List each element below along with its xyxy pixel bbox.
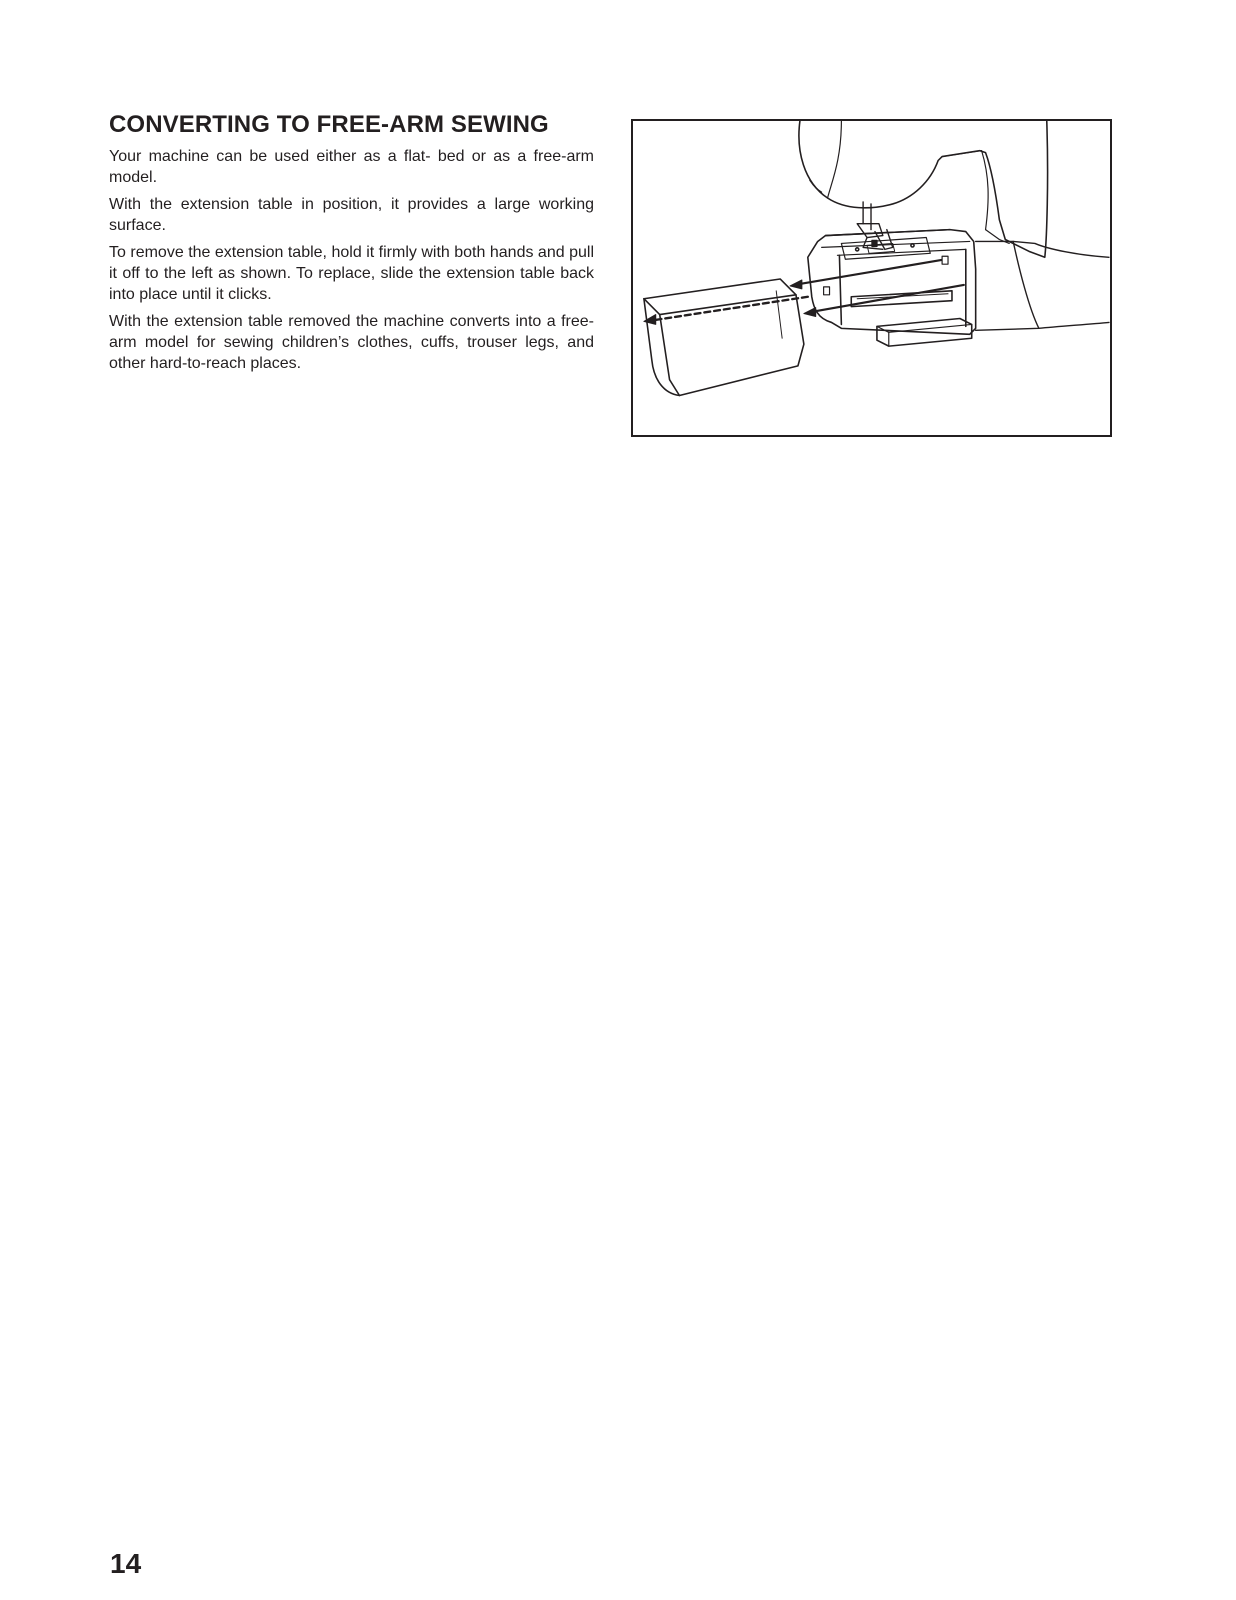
figure-illustration [631,119,1112,437]
paragraph-extension-table: With the extension table in position, it provides a large working surface. [109,196,594,234]
paragraph-remove-table: To remove the extension table, hold it firmly with both hands and pull it off to the left as shown. To replace, slide the extension table back into place until it clicks. [109,244,594,303]
paragraph-free-arm: With the extension table removed the machine converts into a free-arm model for sewing children’s clothes, cuffs, trouser legs, and other hard-to-reach places. [109,313,594,372]
page-number: 14 [110,1548,142,1579]
rail-arrows-icon [790,256,964,316]
machine-head-icon [799,121,1048,257]
extension-table-icon [644,279,804,396]
paragraph-flat-bed: Your machine can be used either as a flat- bed or as a free-arm model. [109,148,594,186]
machine-base-icon [808,230,1109,347]
section-title: CONVERTING TO FREE-ARM SEWING [109,111,549,138]
sewing-machine-extension-table-illustration [633,121,1110,435]
pull-direction-arrow-icon [644,297,808,325]
text-column [109,110,594,380]
